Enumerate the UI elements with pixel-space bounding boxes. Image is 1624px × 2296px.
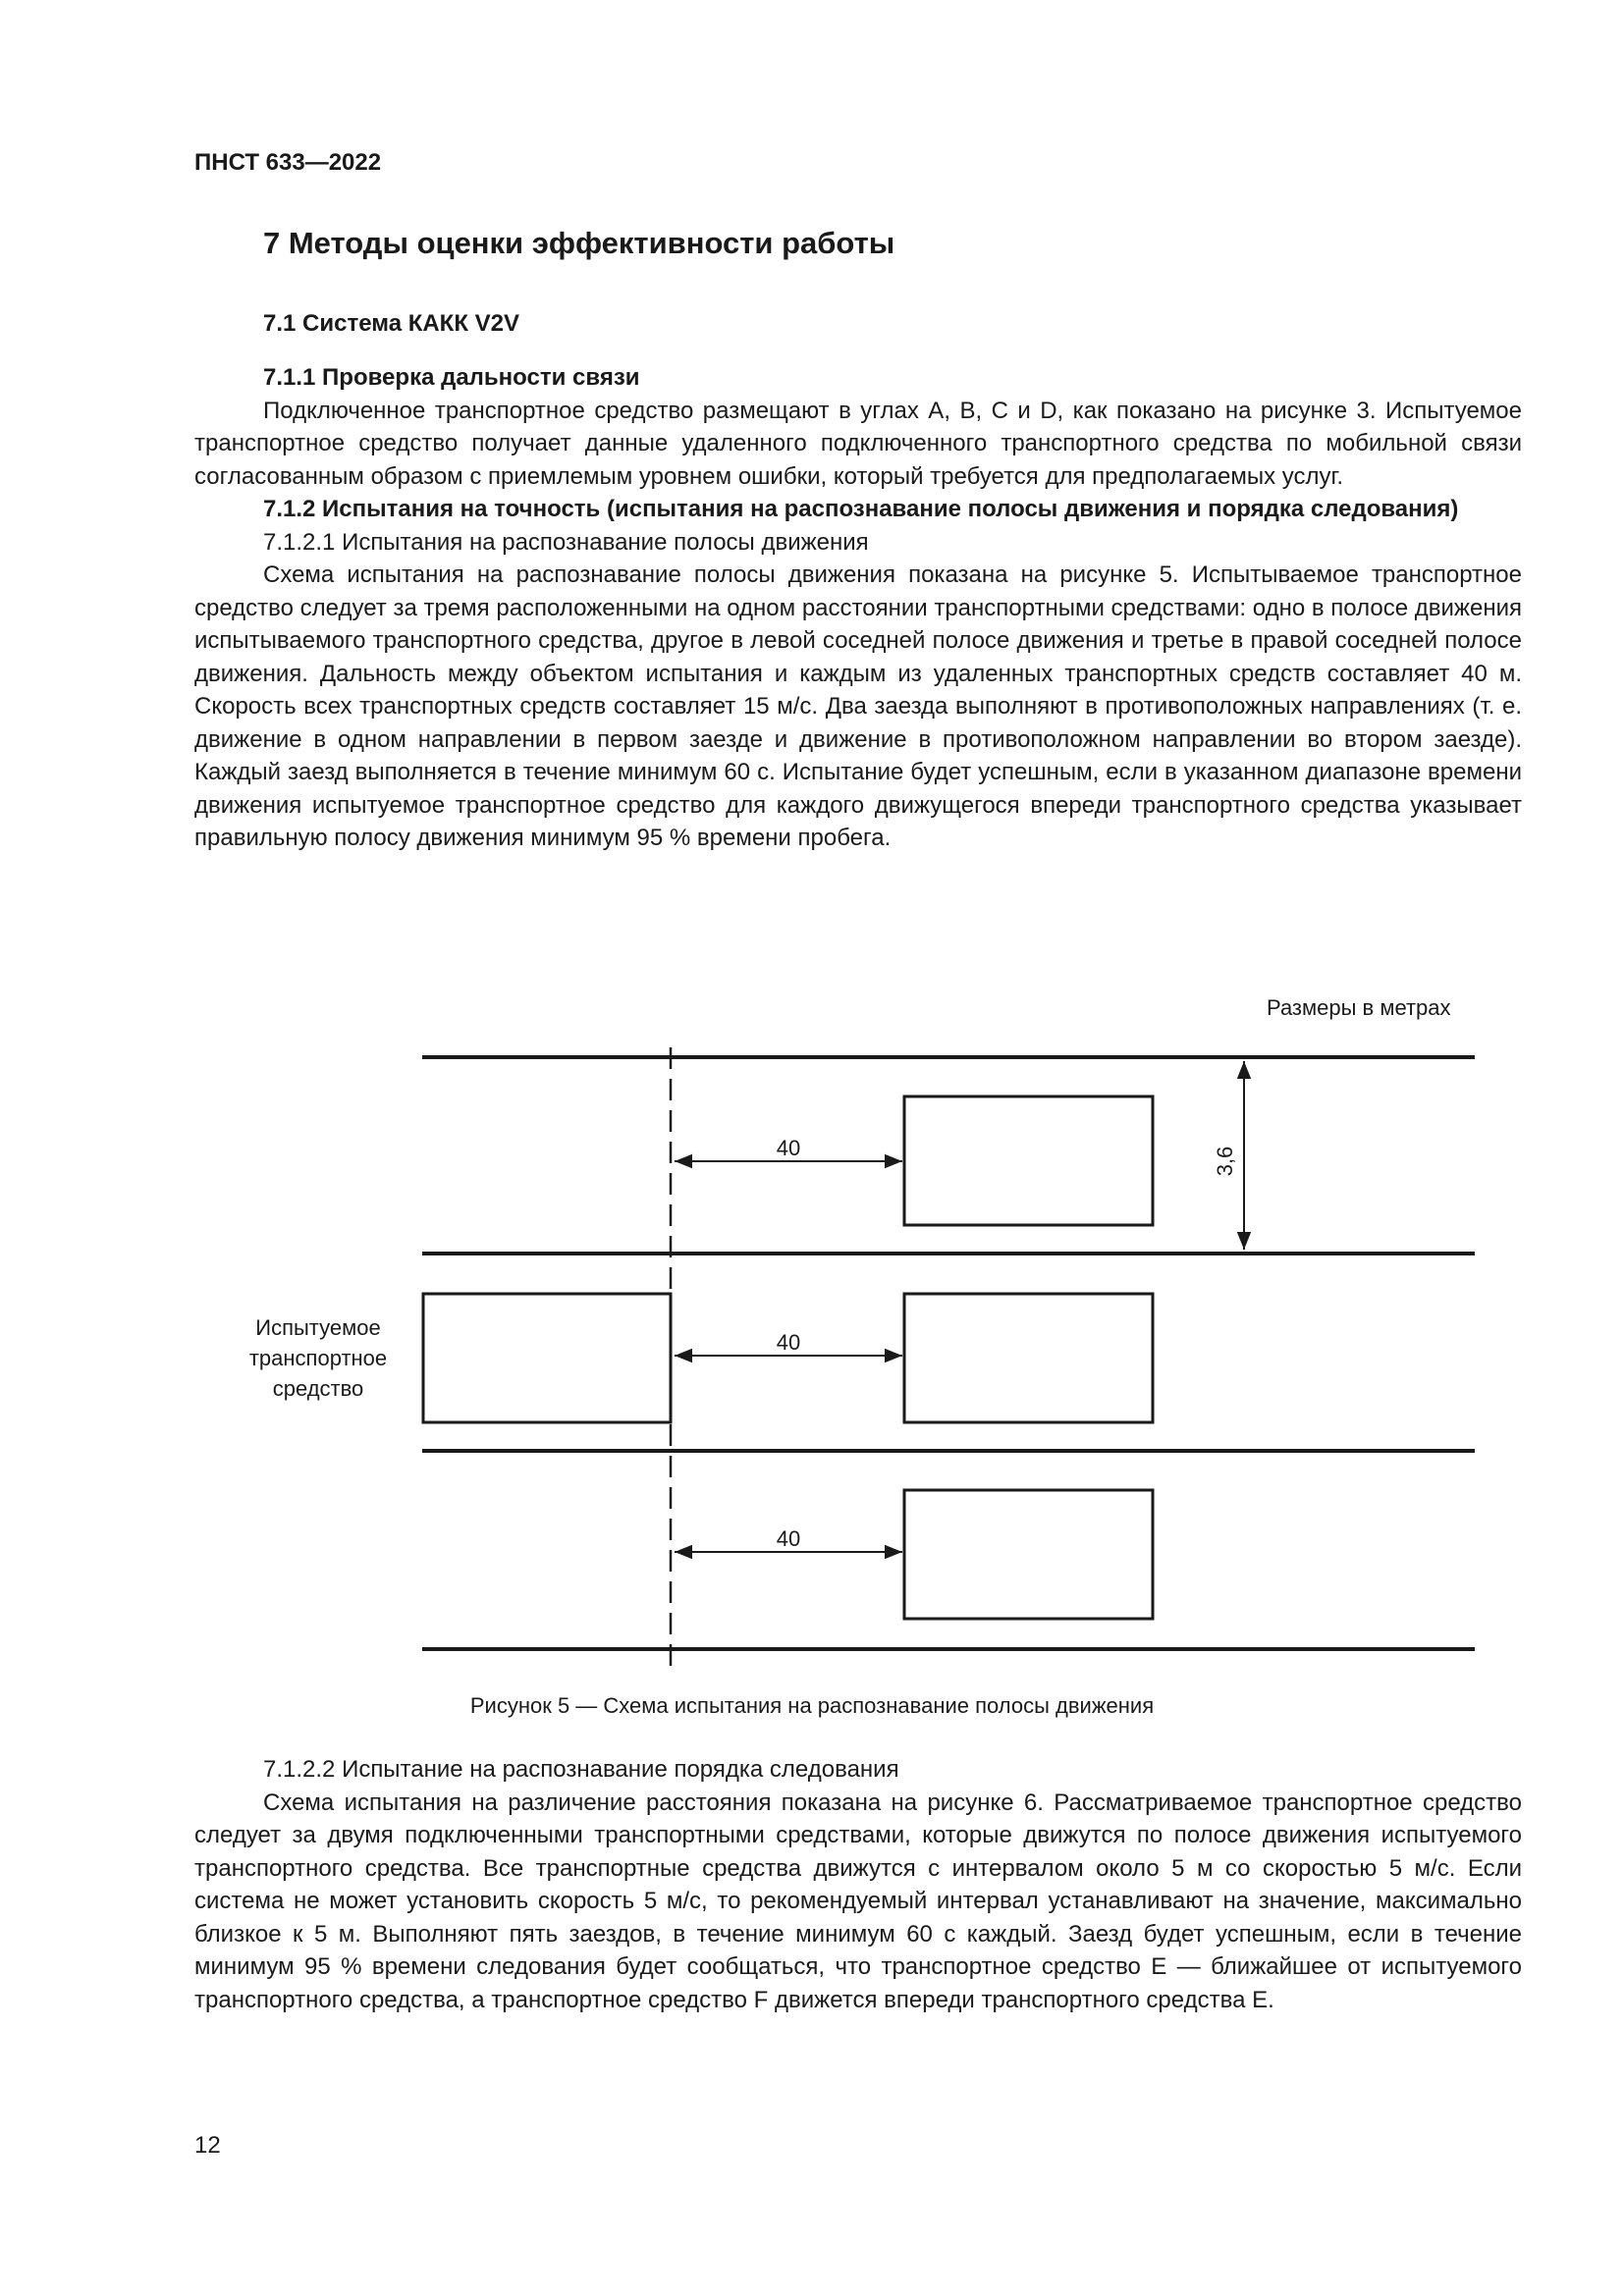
test-vehicle-label-line-1: Испытуемое	[255, 1315, 381, 1340]
test-vehicle-label-line-2: транспортное	[248, 1346, 388, 1370]
page-number: 12	[194, 2132, 221, 2159]
lane-width-label: 3,6	[1213, 1146, 1237, 1177]
document-id: ПНСТ 633—2022	[194, 149, 382, 176]
paragraph-7-1-1: Подключенное транспортное средство размещают в углах A, B, C и D, как показано на рисунке 3. Испытуемое транспортное средство получает данные удаленного подключенного транспортного средства по мобильной связи согласованным образом с приемлемым уровнем ошибки, который требуется для предполагаемых услуг.	[194, 397, 1522, 490]
remote-vehicle-same-lane	[904, 1294, 1153, 1422]
text-block-2	[194, 1753, 1522, 2016]
paragraph-7-1-2-2: Схема испытания на различение расстояния показана на рисунке 6. Рассматриваемое транспортное средство следует за двумя подключенными транспортными средствами, которые движутся по полосе движения испытуемого транспортного средства. Все транспортные средства движутся с интервалом около 5 м со скоростью 5 м/с. Если система не может установить скорость 5 м/с, то рекомендуемый интервал устанавливают на значение, максимально близкое к 5 м. Выполняют пять заездов, в течение минимум 60 с каждый. Заезд будет успешным, если в течение минимум 95 % времени следования будет сообщаться, что транспортное средство E — ближайшее от испытуемого транспортного средства, а транспортное средство F движется впереди транспортного средства E.	[194, 1789, 1522, 2013]
heading-7-1-2: 7.1.2 Испытания на точность (испытания на распознавание полосы движения и порядка следования)	[263, 496, 1459, 522]
remote-vehicle-left-lane	[904, 1096, 1153, 1225]
figure-caption: Рисунок 5 — Схема испытания на распознавание полосы движения	[469, 1693, 1155, 1718]
distance-label-1: 40	[776, 1136, 801, 1160]
subsection-title: 7.1 Система КАКК V2V	[263, 310, 520, 337]
distance-label-3: 40	[776, 1526, 801, 1551]
distance-label-2: 40	[776, 1330, 801, 1355]
paragraph-7-1-2-1: Схема испытания на распознавание полосы движения показана на рисунке 5. Испытываемое транспортное средство следует за тремя расположенными на одном расстоянии транспортными средствами: одно в полосе движения испытываемого транспортного средства, другое в левой соседней полосе движения и третье в правой соседней полосе движения. Дальность между объектом испытания и каждым из удаленных транспортных средств составляет 40 м. Скорость всех транспортных средств составляет 15 м/с. Два заезда выполняют в противоположных направлениях (т. е. движение в одном направлении в первом заезде и движение в противоположном направлении во втором заезде). Каждый заезд выполняется в течение минимум 60 с. Испытание будет успешным, если в указанном диапазоне времени движения испытуемое транспортное средство для каждого движущегося впереди транспортного средства указывает правильную полосу движения минимум 95 % времени пробега.	[194, 561, 1522, 851]
heading-7-1-1: 7.1.1 Проверка дальности связи	[263, 364, 640, 391]
section-title: 7 Методы оценки эффективности работы	[263, 226, 895, 260]
dimensions-note: Размеры в метрах	[1267, 995, 1451, 1020]
heading-7-1-2-2: 7.1.2.2 Испытание на распознавание порядка следования	[263, 1756, 899, 1783]
test-vehicle-label-line-3: средство	[272, 1376, 364, 1401]
heading-7-1-2-1: 7.1.2.1 Испытания на распознавание полосы движения	[263, 528, 869, 556]
remote-vehicle-right-lane	[904, 1490, 1153, 1619]
test-vehicle	[423, 1294, 671, 1422]
